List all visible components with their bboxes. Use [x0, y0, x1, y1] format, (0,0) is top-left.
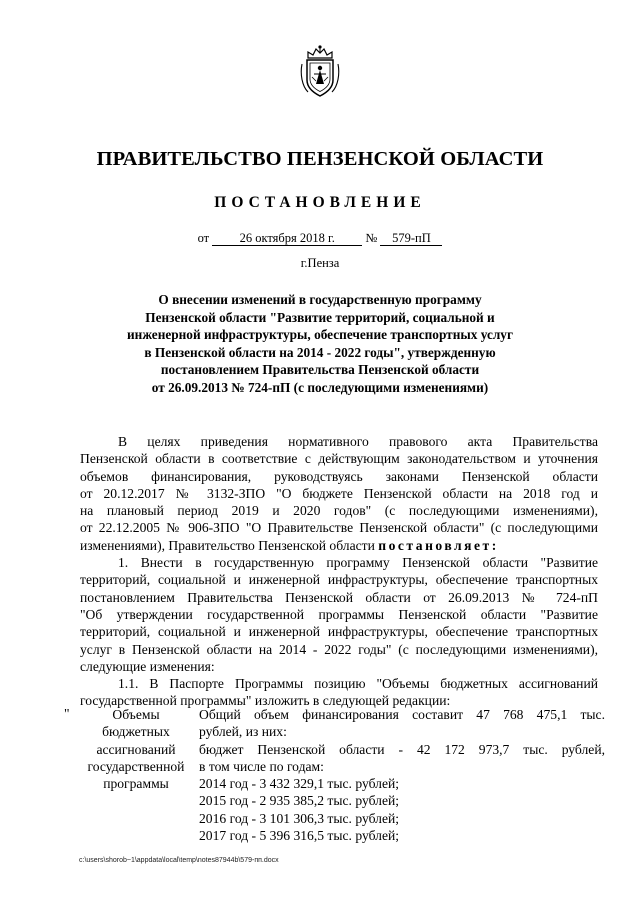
body-line: постановлением Правительства Пензенской области от 26.09.2013 № 724-пП [80, 589, 598, 605]
value-line: 2017 год - 5 396 316,5 тыс. рублей; [199, 828, 400, 844]
subject-line: инженерной инфраструктуры, обеспечение транспортных услуг [127, 327, 513, 342]
date-number-line [0, 231, 640, 246]
value-line: 2015 год - 2 935 385,2 тыс. рублей; [199, 793, 400, 809]
label-line: государственной [87, 758, 185, 774]
body-line: услуг в Пензенской области на 2014 - 2022 годы" (с последующими изменениями), [80, 641, 598, 657]
date-prefix: от [197, 231, 210, 245]
subject-line: в Пензенской области на 2014 - 2022 годы", утвержденную [144, 344, 496, 360]
resolution-word: постановляет: [378, 537, 499, 553]
body-line: территорий, социальной и инженерной инфраструктуры, обеспечение транспортных [80, 572, 598, 588]
label-line: ассигнований [96, 741, 176, 757]
document-date: 26 октября 2018 г. [212, 231, 362, 246]
value-line: 2014 год - 3 432 329,1 тыс. рублей; [199, 776, 400, 792]
body-text: изменениями), Правительство Пензенской области [80, 537, 375, 553]
document-subject [80, 291, 560, 396]
subject-line: от 26.09.2013 № 724-пП (с последующими изменениями) [151, 379, 489, 395]
value-line: рублей, из них: [199, 724, 287, 740]
label-line: бюджетных [102, 724, 170, 740]
value-line: бюджет Пензенской области - 42 172 973,7 тыс. рублей, [199, 741, 605, 757]
coat-of-arms [299, 44, 341, 98]
document-body [80, 433, 598, 710]
subject-line: Пензенской области "Развитие территорий, социальной и [145, 309, 495, 325]
body-line: государственной программы" изложить в следующей редакции: [80, 693, 451, 709]
body-line: следующие изменения: [80, 658, 215, 674]
body-line: 1. Внести в государственную программу Пензенской области "Развитие [118, 555, 598, 571]
body-line: В целях приведения нормативного правового акта Правительства [118, 434, 598, 449]
body-line: на плановый период 2019 и 2020 годов" (с последующими изменениями), [80, 503, 598, 519]
body-line [80, 537, 598, 554]
government-title: ПРАВИТЕЛЬСТВО ПЕНЗЕНСКОЙ ОБЛАСТИ [96, 148, 544, 170]
value-line: в том числе по годам: [199, 758, 324, 774]
body-line: территорий, социальной и инженерной инфраструктуры, обеспечение транспортных [80, 624, 598, 640]
document-type: ПОСТАНОВЛЕНИЕ [214, 194, 426, 211]
city: г.Пенза [300, 256, 340, 270]
label-line: Объемы [112, 707, 160, 722]
body-line: Пензенской области в соответствие с действующим законодательством и уточнения [80, 451, 598, 467]
number-prefix: № [365, 231, 378, 245]
body-line: 1.1. В Паспорте Программы позицию "Объемы бюджетных ассигнований [118, 676, 598, 692]
open-quote: " [64, 706, 70, 721]
body-line: "Об утверждении государственной программы Пензенской области "Развитие [80, 606, 598, 622]
table-value-cell [199, 706, 605, 844]
body-line: объемов финансирования, руководствуясь законами Пензенской области [80, 468, 598, 484]
body-line: от 22.12.2005 № 906-ЗПО "О Правительстве Пензенской области" (с последующими [80, 520, 598, 536]
subject-line: О внесении изменений в государственную программу [158, 292, 482, 307]
file-path-footer: c:\users\shorob~1\appdata\local\temp\notes87944b\579-пп.docx [79, 857, 279, 864]
body-line: от 20.12.2017 № 3132-ЗПО "О бюджете Пензенской области на 2018 год и [80, 485, 598, 501]
value-line: Общий объем финансирования составит 47 768 475,1 тыс. [199, 707, 605, 722]
subject-line: постановлением Правительства Пензенской области [160, 362, 480, 377]
document-number: 579-пП [380, 231, 442, 246]
label-line: программы [103, 776, 169, 792]
table-label-cell [80, 706, 192, 792]
value-line: 2016 год - 3 101 306,3 тыс. рублей; [199, 810, 400, 826]
coat-of-arms-icon [299, 44, 341, 98]
